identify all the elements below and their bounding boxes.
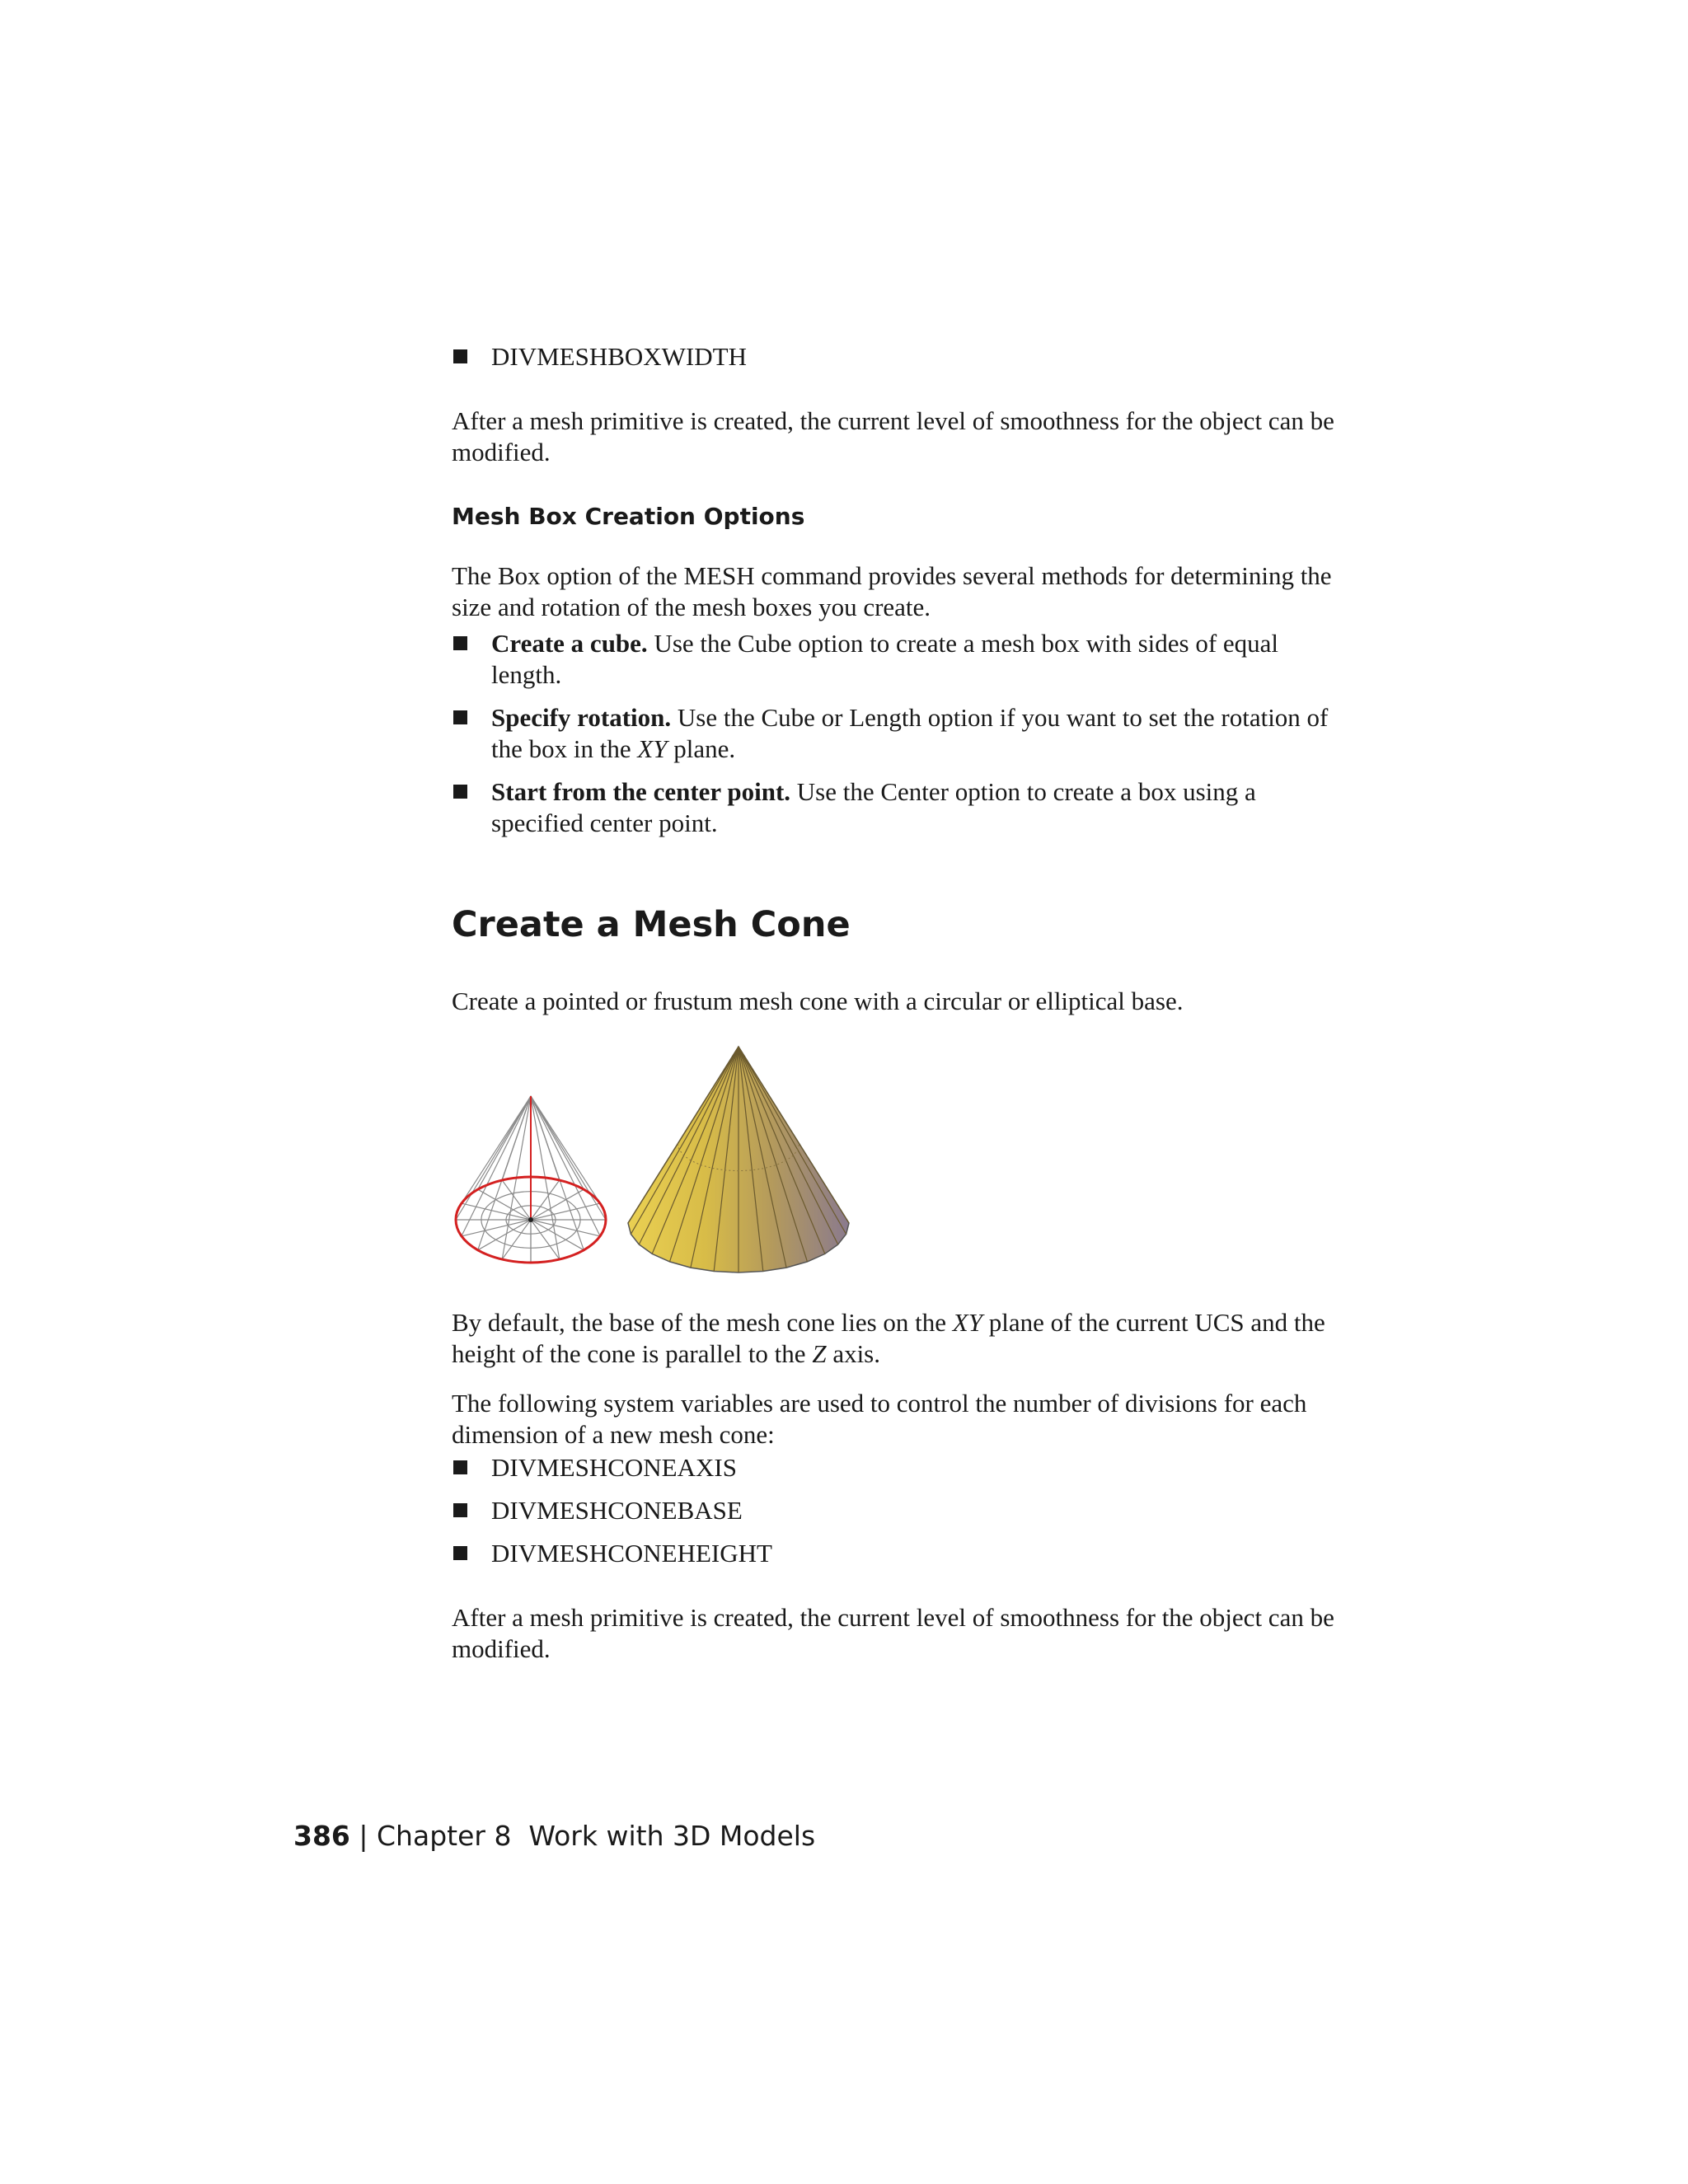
list-item-text: DIVMESHCONEBASE [491, 1496, 743, 1525]
section-title: Create a Mesh Cone [452, 904, 851, 945]
list-item-text: DIVMESHBOXWIDTH [491, 342, 747, 371]
list-item-text: DIVMESHCONEAXIS [491, 1453, 737, 1482]
bullet-marker [453, 1460, 467, 1474]
bullet-marker [453, 636, 467, 650]
page-number: 386 [293, 1820, 350, 1852]
wireframe-cone [456, 1096, 606, 1263]
solid-cone [628, 1047, 849, 1272]
list-item-text: DIVMESHCONEHEIGHT [491, 1539, 772, 1568]
page-footer [293, 1820, 815, 1853]
paragraph-cone-default [452, 1307, 1342, 1370]
chapter-label: Chapter 8 [377, 1820, 512, 1852]
bullet-marker [453, 349, 467, 363]
text: By default, the base of the mesh cone lies on the [452, 1308, 953, 1337]
term-center-point: Start from the center point. [491, 777, 791, 806]
footer-separator: | [359, 1820, 368, 1852]
text: axis. [826, 1339, 880, 1368]
wireframe-edge [531, 1096, 600, 1236]
wireframe-edge [462, 1096, 531, 1203]
wireframe-center-point [528, 1217, 533, 1222]
paragraph-smoothness: After a mesh primitive is created, the current level of smoothness for the object can be modified. [452, 406, 1334, 466]
wireframe-edge [462, 1096, 531, 1236]
paragraph-smoothness-2: After a mesh primitive is created, the current level of smoothness for the object can be modified. [452, 1603, 1334, 1663]
subheading-box-options: Mesh Box Creation Options [452, 503, 805, 530]
italic-z: Z [812, 1339, 827, 1368]
paragraph-cone-intro: Create a pointed or frustum mesh cone with a circular or elliptical base. [452, 987, 1184, 1015]
wireframe-spoke [478, 1189, 531, 1220]
bullet-marker [453, 710, 467, 724]
description: Use the Cube or Length option if you want to set the rotation of the box in the [491, 703, 1329, 763]
italic-xy: XY [637, 734, 668, 763]
chapter-title: Work with 3D Models [528, 1820, 816, 1852]
paragraph-box-intro: The Box option of the MESH command provides several methods for determining the size and rotation of the mesh boxes you create. [452, 561, 1332, 621]
description: Use the Center option to create a box using a specified center point. [491, 777, 1256, 837]
term-create-cube: Create a cube. [491, 629, 648, 658]
wireframe-edge [531, 1096, 600, 1203]
term-specify-rotation: Specify rotation. [491, 703, 672, 732]
text: plane of the current UCS and the height of the cone is parallel to the [452, 1308, 1325, 1368]
description-end: plane. [667, 734, 736, 763]
description: Use the Cube option to create a mesh box with sides of equal length. [491, 629, 1279, 689]
paragraph-cone-vars-intro: The following system variables are used to control the number of divisions for each dimension of a new mesh cone: [452, 1389, 1307, 1449]
bullet-marker [453, 1503, 467, 1517]
wireframe-spoke [531, 1189, 584, 1220]
bullet-marker [453, 785, 467, 799]
bullet-marker [453, 1546, 467, 1560]
italic-xy: XY [952, 1308, 982, 1337]
mesh-cone-figure [445, 1040, 857, 1287]
